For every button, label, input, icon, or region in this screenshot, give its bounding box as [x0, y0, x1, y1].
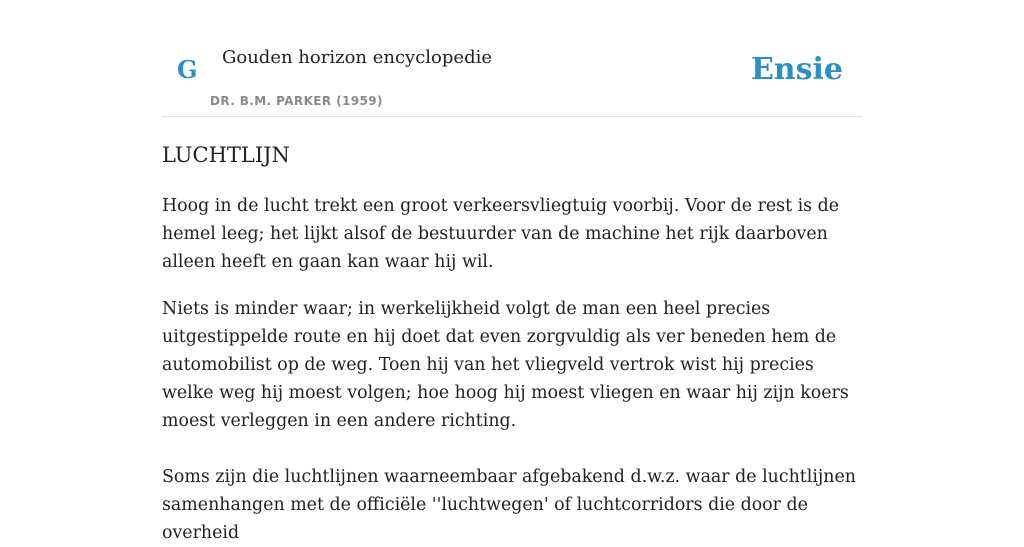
entry-title: LUCHTLIJN	[162, 143, 290, 167]
entry-paragraph-1: Hoog in de lucht trekt een groot verkeersvliegtuig voorbij. Voor de rest is de hemel leeg; het lijkt alsof de bestuurder van de machine het rijk daarboven alleen heeft en gaan kan waar hij wil.	[162, 196, 840, 272]
entry-paragraph-2: Niets is minder waar; in werkelijkheid volgt de man een heel precies uitgestippelde route en hij doet dat even zorgvuldig als ver beneden hem de automobilist op de weg. Toen hij van het vliegveld vertrok wist hij precies welke weg hij moest volgen; hoe hoog hij moest vliegen en waar hij zijn koers moest verleggen in een andere richting.	[162, 299, 849, 431]
book-logo-icon[interactable]: G	[177, 55, 198, 84]
book-title[interactable]: Gouden horizon encyclopedie	[222, 47, 492, 68]
entry-paragraph-3: Soms zijn die luchtlijnen waarneembaar afgebakend d.w.z. waar de luchtlijnen samenhangen met de officiële ''luchtwegen' of luchtcorridors die door de overheid	[162, 467, 856, 543]
book-author: DR. B.M. PARKER (1959)	[210, 94, 383, 108]
ensie-logo[interactable]: Ensie	[750, 52, 843, 87]
encyclopedia-page	[162, 0, 862, 543]
page-header	[162, 0, 862, 117]
